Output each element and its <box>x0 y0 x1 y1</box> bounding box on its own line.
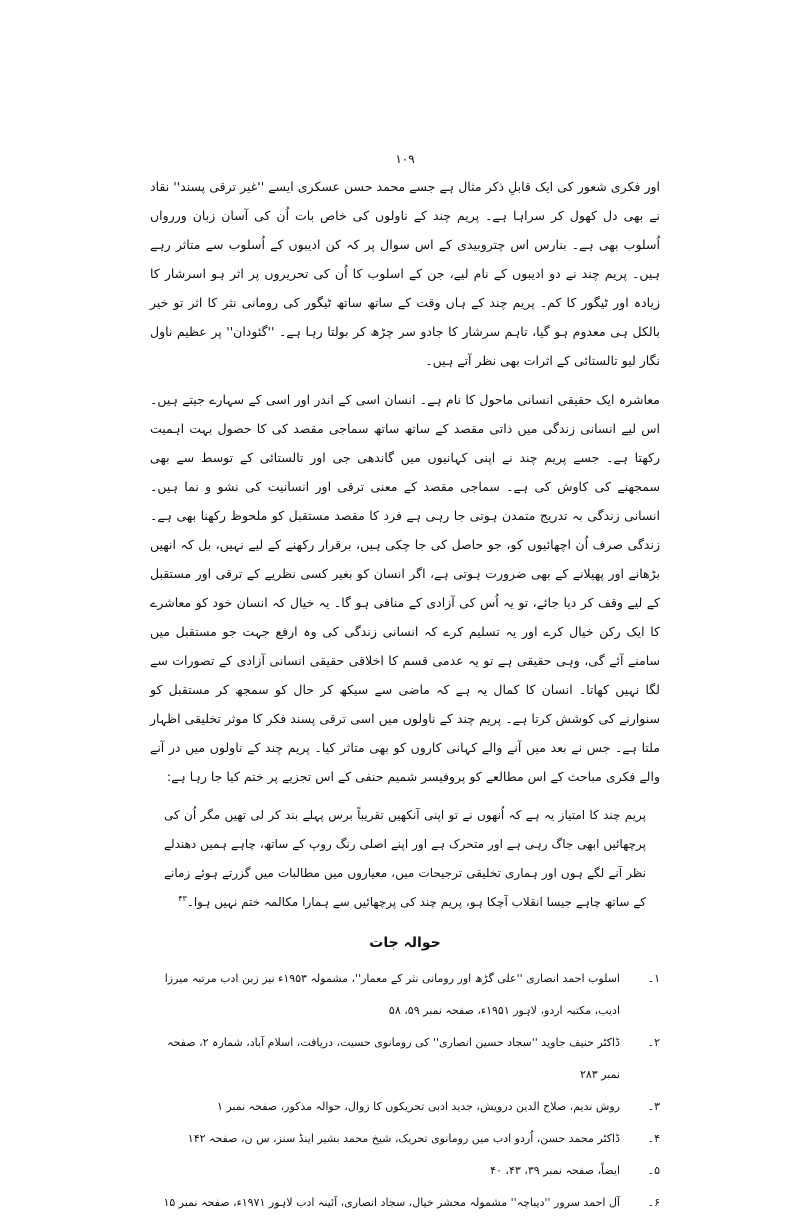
reference-number: ۶۔ <box>647 1196 660 1209</box>
reference-number: ۱۔ <box>647 972 660 985</box>
paragraph-society: معاشرہ ایک حقیقی انسانی ماحول کا نام ہے۔ انسان اسی کے اندر اور اسی کے سہارے جیتے ہیں۔ اس لیے انسانی زندگی میں ذاتی مقصد کے ساتھ ساتھ سماجی مقصد کی کا حصول بہت اہمیت رکھتا ہے۔ جسے پریم چند نے اپنی کہانیوں میں گاندھی جی اور تالستائی کے توسط سے بھی سمجھنے کی کاوش کی ہے۔ سماجی مقصد کے معنی ترقی اور انسانیت کی نشو و نما ہیں۔ انسانی زندگی بہ تدریج متمدن ہوتی جا رہی ہے فرد کا مقصد مستقبل کو ملحوظ رکھنا بھی ہے۔ زندگی صرف اُن اچھائیوں کو، جو حاصل کی جا چکی ہیں، برقرار رکھنے کے لیے نہیں، بل کہ انھیں بڑھانے اور پھیلانے کے بھی ضرورت ہوتی ہے، اگر انسان کو بغیر کسی نظریے کے ترقی اور مستقبل کے لیے وقف کر دیا جائے، تو یہ اُس کی آزادی کے منافی ہو گا۔ یہ خیال کہ انسان خود کو معاشرے کا ایک رکن خیال کرے اور یہ تسلیم کرے کہ انسانی زندگی کی وہ ارفع جہت جو مستقبل میں سامنے آئے گی، وہی حقیقی ہے تو یہ عدمی قسم کا اخلاقی حقیقی انسانی آزادی کے تصورات سے لگا نہیں کھاتا۔ انسان کا کمال یہ ہے کہ ماضی سے سیکھ کر حال کو سمجھ کر مستقبل کو سنوارنے کی کوشش کرتا ہے۔ پریم چند کے ناولوں میں اسی ترقی پسند فکر کا موثر تخلیقی اظہار ملتا ہے۔ جس نے بعد میں آنے والے کہانی کاروں کو بھی متاثر کیا۔ پریم چند کے ناولوں میں در آنے والے فکری مباحث کے اس مطالعے کو پروفیسر شمیم حنفی کے اس تجزیے پر ختم کیا جا رہا ہے: <box>150 392 660 784</box>
references-heading: حوالہ جات <box>369 935 441 951</box>
reference-number: ۲۔ <box>647 1036 660 1049</box>
block-quote <box>164 801 646 917</box>
references-list <box>150 963 660 1219</box>
reference-item <box>150 963 660 1027</box>
reference-text: ڈاکٹر حنیف جاوید ''سجاد حسین انصاری'' کی رومانوی حسیت، دریافت، اسلام آباد، شمارہ ۲، صفحہ نمبر ۲۸۳ <box>167 1036 620 1081</box>
page-number: ۱۰۹ <box>395 152 415 166</box>
reference-item <box>150 1027 660 1091</box>
reference-item <box>150 1155 660 1187</box>
reference-item <box>150 1091 660 1123</box>
reference-text: آل احمد سرور ''دیباچہ'' مشمولہ محشر خیال، سجاد انصاری، آئینہ ادب لاہور ۱۹۷۱ء، صفحہ نمبر ۱۵ <box>163 1196 620 1209</box>
quote-text: پریم چند کا امتیاز یہ ہے کہ اُنھوں نے تو اپنی آنکھیں تقریباً برس پہلے بند کر لی تھیں مگر اُن کی پرچھائیں ابھی جاگ رہی ہے اور متحرک ہے اور اپنے اصلی رنگ روپ کے ساتھ، چاہے ہمیں دھندلے نظر آنے لگے ہوں اور ہماری تخلیقی ترجیحات میں، معیاروں میں مطالبات میں گزرتے ہوئے زمانے کے ساتھ چاہے جیسا انقلاب آچکا ہو، پریم چند کی پرچھائیں سے ہمارا مکالمہ ختم نہیں ہوا۔ <box>164 808 646 909</box>
reference-text: اسلوب احمد انصاری ''علی گڑھ اور رومانی نثر کے معمار''، مشمولہ ۱۹۵۳ء نیز زبن ادب مرتبہ میرزا ادیب، مکتبہ اردو، لاہور ۱۹۵۱ء، صفحہ نمبر ۵۹، ۵۸ <box>164 972 620 1017</box>
reference-item <box>150 1187 660 1219</box>
reference-number: ۵۔ <box>647 1164 660 1177</box>
reference-number: ۴۔ <box>647 1132 660 1145</box>
reference-number: ۳۔ <box>647 1100 660 1113</box>
document-page <box>150 150 660 1219</box>
reference-text: ڈاکٹر محمد حسن، اُردو ادب میں رومانوی تحریک، شیخ محمد بشیر اینڈ سنز، س ن، صفحہ ۱۴۲ <box>187 1132 620 1145</box>
paragraph-intro: اور فکری شعور کی ایک قابلِ ذکر مثال ہے جسے محمد حسن عسکری ایسے ''غیر ترقی پسند'' نقاد نے بھی دل کھول کر سراہا ہے۔ پریم چند کے ناولوں کی خاص بات اُن کی آسان زبان وررواں اُسلوب بھی ہے۔ بنارس اس چتروبیدی کے اس سوال پر کہ کن ادیبوں کے اُسلوب سے متاثر رہے ہیں۔ پریم چند نے دو ادیبوں کے نام لیے، جن کے اسلوب کا اُن کی تحریروں پر اثر ہو اسرشار کا زیادہ اور ٹیگور کا کم۔ پریم چند کے ہاں وقت کے ساتھ ساتھ ٹیگور کی رومانی نثر کا اثر تو خیر بالکل ہی معدوم ہو گیا، تاہم سرشار کا جادو سر چڑھ کر بولتا رہا ہے۔ ''گئودان'' پر عظیم ناول نگار لیو تالستائی کے اثرات بھی نظر آتے ہیں۔ <box>150 179 660 368</box>
reference-text: روش ندیم، صلاح الدین درویش، جدید ادبی تحریکوں کا زوال، حوالہ مذکور، صفحہ نمبر ۱ <box>216 1100 620 1113</box>
reference-text: ایضاً، صفحہ نمبر ۳۹، ۴۳، ۴۰ <box>490 1164 620 1177</box>
reference-item <box>150 1123 660 1155</box>
quote-footnote-marker: ۴۳ <box>178 894 187 903</box>
